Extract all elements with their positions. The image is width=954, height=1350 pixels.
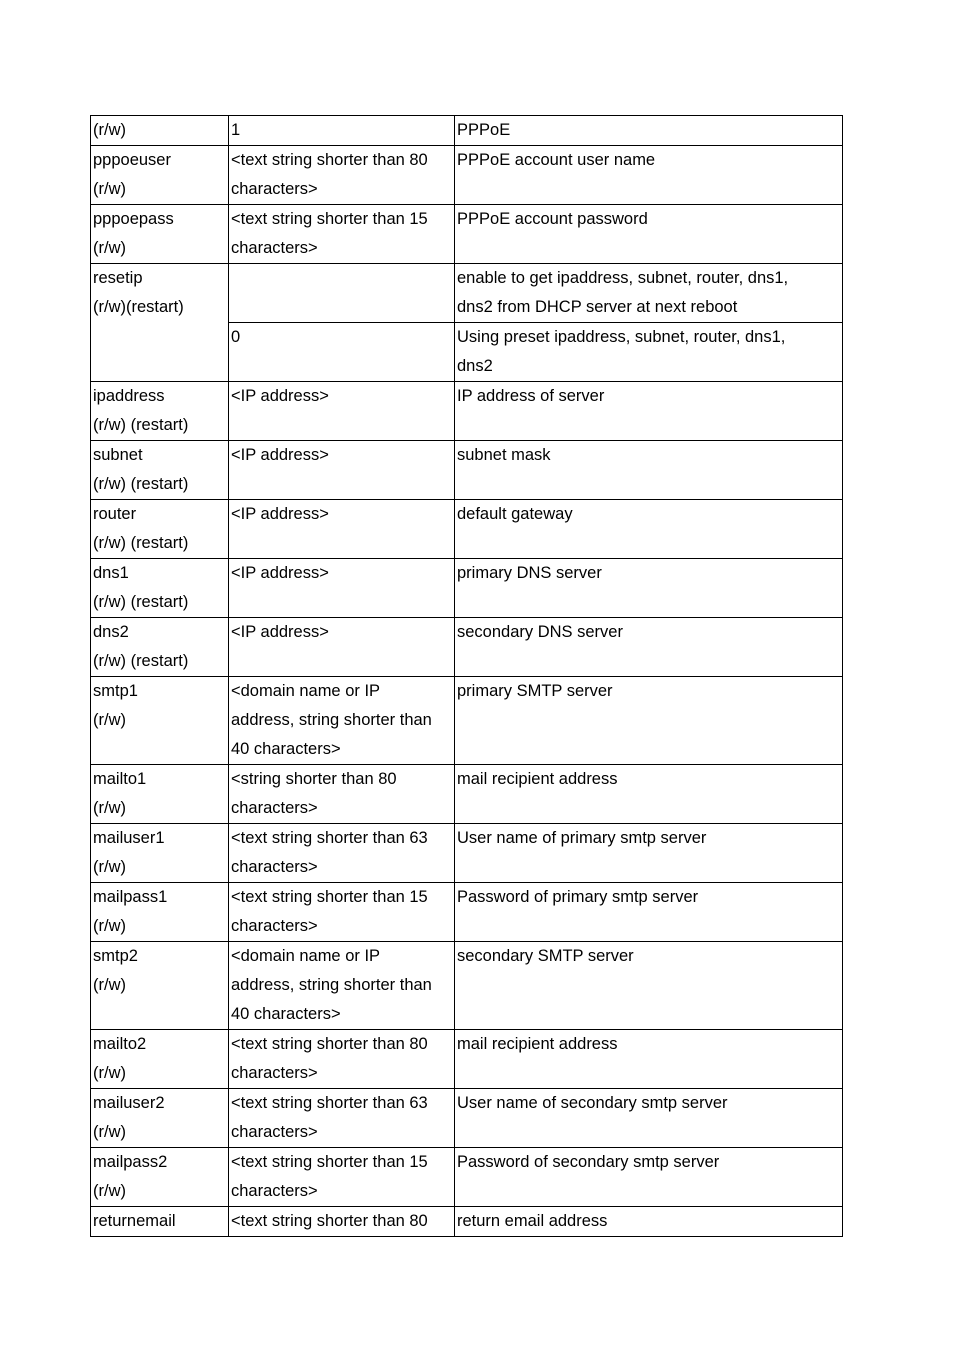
param-value-cell: <domain name or IP address, string shorter than 40 characters>: [229, 942, 455, 1030]
param-description-cell: primary SMTP server: [455, 677, 843, 765]
table-row: [91, 1207, 843, 1237]
param-value-cell: <domain name or IP address, string shorter than 40 characters>: [229, 677, 455, 765]
param-value-cell: <string shorter than 80 characters>: [229, 765, 455, 824]
param-name-cell: ipaddress (r/w) (restart): [91, 382, 229, 441]
param-name-cell: mailuser2 (r/w): [91, 1089, 229, 1148]
param-value-cell: <IP address>: [229, 441, 455, 500]
param-description-cell: PPPoE account user name: [455, 146, 843, 205]
param-description-cell: secondary DNS server: [455, 618, 843, 677]
param-value-cell: <IP address>: [229, 618, 455, 677]
param-description-cell: return email address: [455, 1207, 843, 1237]
param-value-cell: <text string shorter than 80 characters>: [229, 1030, 455, 1089]
param-name-cell: smtp2 (r/w): [91, 942, 229, 1030]
param-value-cell: <text string shorter than 15 characters>: [229, 205, 455, 264]
table-row: [91, 500, 843, 559]
param-name-cell: returnemail: [91, 1207, 229, 1237]
param-value-cell: [229, 264, 455, 323]
param-description-cell: mail recipient address: [455, 765, 843, 824]
param-value-cell: 0: [229, 323, 455, 382]
param-name-cell: pppoepass (r/w): [91, 205, 229, 264]
table-row: [91, 1089, 843, 1148]
param-name-cell: smtp1 (r/w): [91, 677, 229, 765]
param-description-cell: User name of primary smtp server: [455, 824, 843, 883]
parameter-table: [90, 115, 843, 1237]
param-description-cell: mail recipient address: [455, 1030, 843, 1089]
table-row: [91, 1148, 843, 1207]
table-row: [91, 883, 843, 942]
param-name-cell: mailto1 (r/w): [91, 765, 229, 824]
param-description-cell: PPPoE account password: [455, 205, 843, 264]
param-description-cell: subnet mask: [455, 441, 843, 500]
table-row: [91, 559, 843, 618]
table-body: [91, 116, 843, 1237]
param-name-cell: pppoeuser (r/w): [91, 146, 229, 205]
param-name-cell: router (r/w) (restart): [91, 500, 229, 559]
param-value-cell: <text string shorter than 15 characters>: [229, 883, 455, 942]
param-name-cell: mailto2 (r/w): [91, 1030, 229, 1089]
param-name-cell: dns1 (r/w) (restart): [91, 559, 229, 618]
table-row: [91, 116, 843, 146]
param-value-cell: <IP address>: [229, 559, 455, 618]
table-row: [91, 618, 843, 677]
param-value-cell: <text string shorter than 63 characters>: [229, 824, 455, 883]
param-description-cell: secondary SMTP server: [455, 942, 843, 1030]
param-value-cell: 1: [229, 116, 455, 146]
table-row: [91, 441, 843, 500]
param-description-cell: Using preset ipaddress, subnet, router, dns1, dns2: [455, 323, 843, 382]
param-description-cell: default gateway: [455, 500, 843, 559]
table-row: [91, 382, 843, 441]
param-value-cell: <IP address>: [229, 382, 455, 441]
table-row: [91, 765, 843, 824]
param-description-cell: Password of secondary smtp server: [455, 1148, 843, 1207]
table-row: [91, 205, 843, 264]
table-row: [91, 942, 843, 1030]
table-row: [91, 264, 843, 323]
param-value-cell: <text string shorter than 80: [229, 1207, 455, 1237]
param-value-cell: <IP address>: [229, 500, 455, 559]
param-name-cell: mailuser1 (r/w): [91, 824, 229, 883]
param-description-cell: IP address of server: [455, 382, 843, 441]
param-name-cell: dns2 (r/w) (restart): [91, 618, 229, 677]
param-name-cell: subnet (r/w) (restart): [91, 441, 229, 500]
table-row: [91, 824, 843, 883]
param-description-cell: enable to get ipaddress, subnet, router, dns1, dns2 from DHCP server at next reboot: [455, 264, 843, 323]
param-name-cell: mailpass1 (r/w): [91, 883, 229, 942]
param-name-cell: mailpass2 (r/w): [91, 1148, 229, 1207]
param-description-cell: User name of secondary smtp server: [455, 1089, 843, 1148]
param-name-cell: resetip (r/w)(restart): [91, 264, 229, 382]
param-value-cell: <text string shorter than 63 characters>: [229, 1089, 455, 1148]
param-description-cell: Password of primary smtp server: [455, 883, 843, 942]
param-description-cell: PPPoE: [455, 116, 843, 146]
param-value-cell: <text string shorter than 80 characters>: [229, 146, 455, 205]
param-value-cell: <text string shorter than 15 characters>: [229, 1148, 455, 1207]
param-description-cell: primary DNS server: [455, 559, 843, 618]
param-name-cell: (r/w): [91, 116, 229, 146]
table-row: [91, 677, 843, 765]
table-row: [91, 146, 843, 205]
table-row: [91, 1030, 843, 1089]
